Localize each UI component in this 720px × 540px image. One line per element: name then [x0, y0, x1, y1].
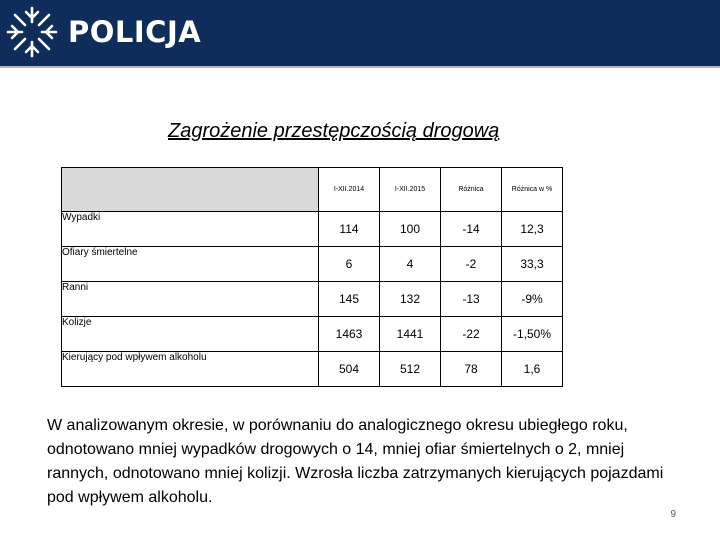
table-row	[62, 282, 563, 317]
table-cell: 12,3	[502, 212, 563, 247]
table-cell: 1,6	[502, 352, 563, 387]
table-row	[62, 352, 563, 387]
table-cell: 512	[380, 352, 441, 387]
column-header: I-XII.2014	[319, 168, 380, 212]
star-emblem-icon	[6, 6, 58, 58]
table-cell: 6	[319, 247, 380, 282]
table-cell: 33,3	[502, 247, 563, 282]
table-row	[62, 317, 563, 352]
table-cell: -13	[441, 282, 502, 317]
table-cell: 132	[380, 282, 441, 317]
table-row	[62, 247, 563, 282]
header-bar	[0, 0, 720, 66]
table-corner-cell	[62, 168, 319, 212]
row-label: Kolizje	[62, 317, 319, 352]
table-cell: 1463	[319, 317, 380, 352]
row-label: Wypadki	[62, 212, 319, 247]
table-cell: 100	[380, 212, 441, 247]
header-divider	[0, 66, 720, 68]
row-label: Ofiary śmiertelne	[62, 247, 319, 282]
brand-name: POLICJA	[68, 15, 202, 49]
column-header: Różnica w %	[502, 168, 563, 212]
statistics-table	[61, 167, 563, 387]
table-cell: 114	[319, 212, 380, 247]
table-cell: -2	[441, 247, 502, 282]
column-header: I-XII.2015	[380, 168, 441, 212]
table-cell: -14	[441, 212, 502, 247]
table-cell: 145	[319, 282, 380, 317]
table-cell: 4	[380, 247, 441, 282]
summary-paragraph: W analizowanym okresie, w porównaniu do analogicznego okresu ubiegłego roku, odnotowano mniej wypadków drogowych o 14, mniej ofiar śmiertelnych o 2, mniej rannych, odnotowano mniej kolizji. Wzrosła liczba zatrzymanych kierujących pojazdami pod wpływem alkoholu.	[47, 417, 664, 506]
table-cell: 78	[441, 352, 502, 387]
table-row	[62, 212, 563, 247]
table-cell: 504	[319, 352, 380, 387]
table-cell: -1,50%	[502, 317, 563, 352]
page-number: 9	[670, 509, 676, 520]
table-cell: 1441	[380, 317, 441, 352]
page-title: Zagrożenie przestępczością drogową	[168, 120, 500, 142]
table-cell: -22	[441, 317, 502, 352]
row-label: Kierujący pod wpływem alkoholu	[62, 352, 319, 387]
column-header: Różnica	[441, 168, 502, 212]
table-header-row	[62, 168, 563, 212]
table-cell: -9%	[502, 282, 563, 317]
row-label: Ranni	[62, 282, 319, 317]
